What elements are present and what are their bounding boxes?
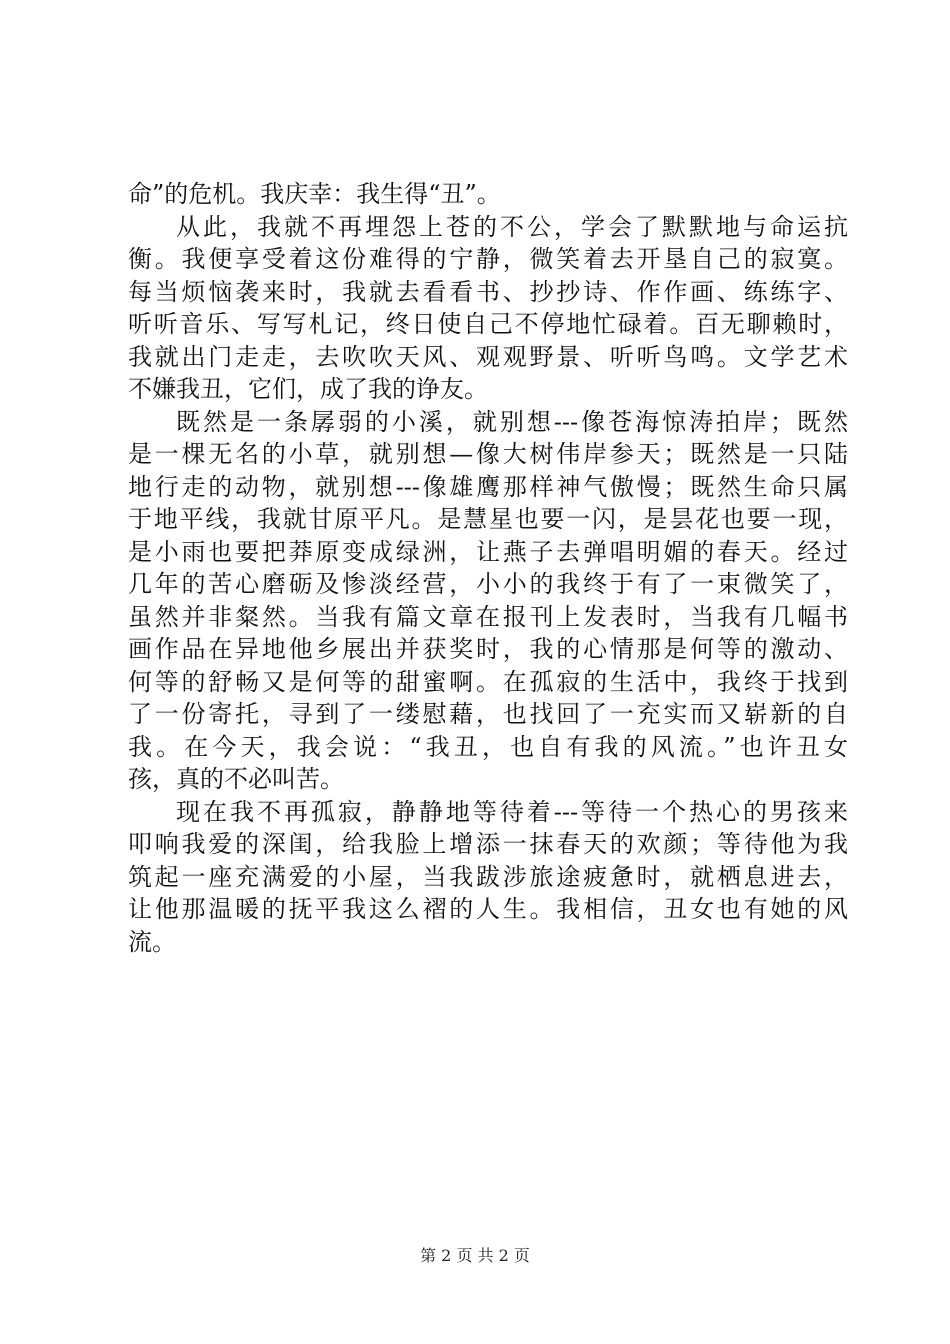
text-line: 了一份寄托，寻到了一缕慰藉，也找回了一充实而又崭新的自 — [128, 700, 848, 728]
text-line: 是小雨也要把莽原变成绿洲，让燕子去弹唱明媚的春天。经过 — [128, 537, 848, 566]
text-line: 我。在今天，我会说：“我丑，也自有我的风流。”也许丑女 — [128, 732, 848, 761]
text-line: 于地平线，我就甘原平凡。是慧星也要一闪，是昙花也要一现， — [128, 505, 848, 533]
text-line: 虽然并非粲然。当我有篇文章在报刊上发表时，当我有几幅书 — [128, 602, 848, 631]
text-line: 几年的苦心磨砺及惨淡经营，小小的我终于有了一束微笑了， — [128, 570, 848, 598]
text-line: 是一棵无名的小草，就别想—像大树伟岸参天；既然是一只陆 — [128, 440, 848, 468]
text-line: 地行走的动物，就别想---像雄鹰那样神气傲慢；既然生命只属 — [128, 472, 848, 501]
text-line: 叩响我爱的深闺，给我脸上增添一抹春天的欢颜；等待他为我 — [128, 830, 848, 858]
text-line: 画作品在异地他乡展出并获奖时，我的心情那是何等的激动、 — [128, 635, 848, 663]
text-line: 孩，真的不必叫苦。 — [128, 765, 344, 793]
page-footer — [0, 1244, 950, 1268]
text-line: 衡。我便享受着这份难得的宁静，微笑着去开垦自己的寂寞。 — [128, 245, 848, 273]
text-line: 流。 — [128, 927, 176, 956]
text-line: 我就出门走走，去吹吹天风、观观野景、听听鸟鸣。文学艺术 — [128, 342, 848, 371]
paragraph-first-line: 既然是一条孱弱的小溪，就别想---像苍海惊涛拍岸；既然 — [176, 407, 848, 436]
paragraph-first-line: 现在我不再孤寂，静静地等待着---等待一个热心的男孩来 — [176, 797, 848, 826]
page-number-label: 第 2 页 共 2 页 — [420, 1246, 530, 1265]
text-line: 让他那温暖的抚平我这么褶的人生。我相信，丑女也有她的风 — [128, 895, 848, 923]
document-body — [128, 178, 848, 958]
paragraph-first-line: 从此，我就不再埋怨上苍的不公，学会了默默地与命运抗 — [176, 212, 848, 241]
text-line: 命”的危机。我庆幸：我生得“丑”。 — [128, 180, 501, 208]
text-line: 筑起一座充满爱的小屋，当我跋涉旅途疲惫时，就栖息进去， — [128, 862, 848, 891]
text-line: 不嫌我丑，它们，成了我的诤友。 — [128, 375, 488, 403]
text-line: 每当烦恼袭来时，我就去看看书、抄抄诗、作作画、练练字、 — [128, 277, 848, 306]
text-line: 听听音乐、写写札记，终日使自己不停地忙碌着。百无聊赖时， — [128, 310, 848, 338]
text-line: 何等的舒畅又是何等的甜蜜啊。在孤寂的生活中，我终于找到 — [128, 667, 848, 696]
